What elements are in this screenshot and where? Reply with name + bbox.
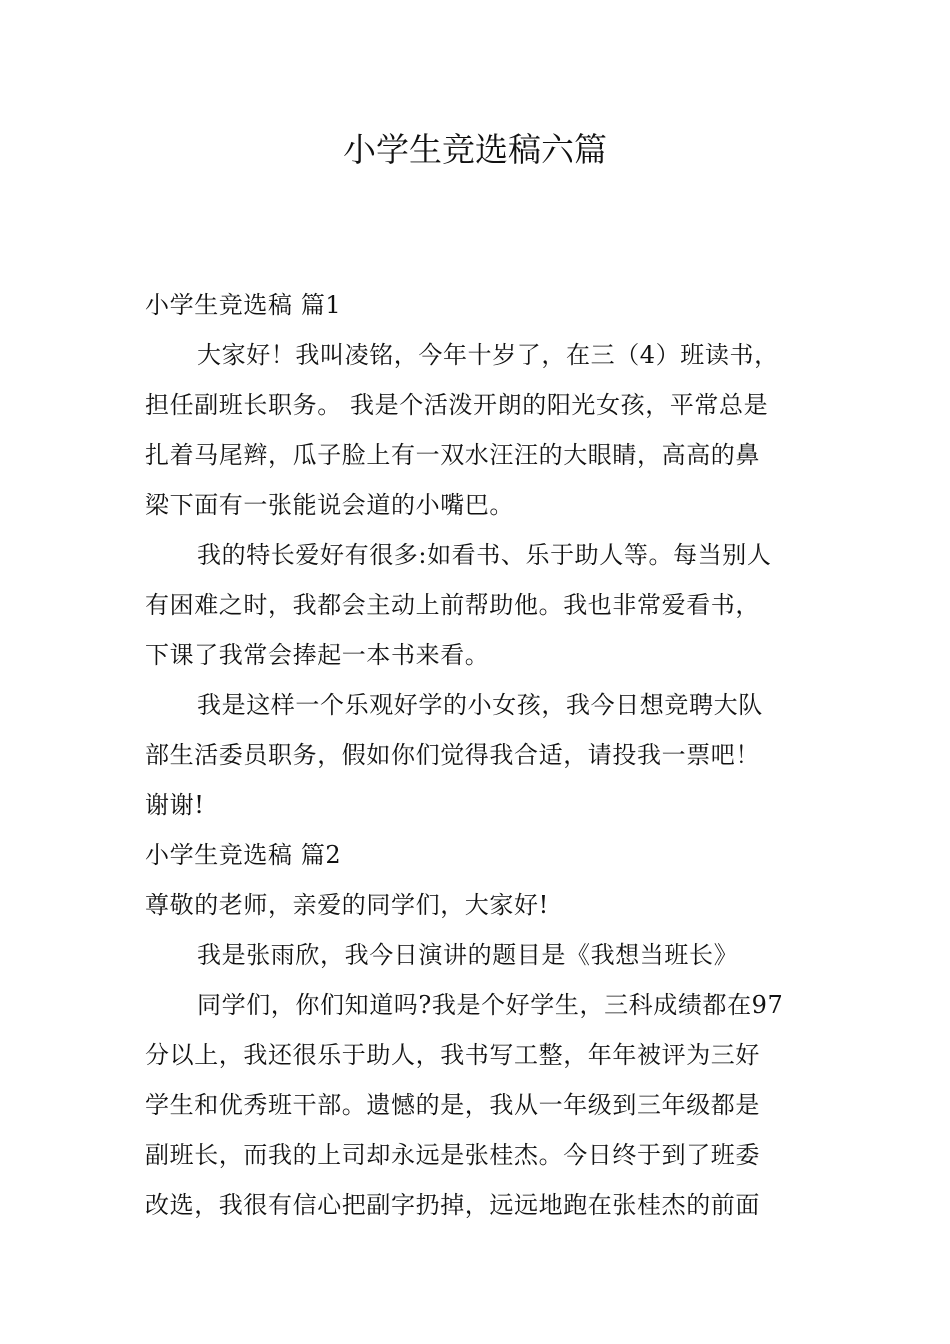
- document-title: 小学生竞选稿六篇: [343, 130, 607, 169]
- paragraph-line: 同学们，你们知道吗?我是个好学生，三科成绩都在97: [197, 991, 784, 1019]
- paragraph-line: 梁下面有一张能说会道的小嘴巴。: [145, 491, 514, 519]
- paragraph-line: 尊敬的老师，亲爱的同学们，大家好!: [145, 891, 549, 919]
- paragraph-line: 扎着马尾辫，瓜子脸上有一双水汪汪的大眼睛，高高的鼻: [145, 441, 760, 469]
- paragraph-line: 谢谢!: [145, 791, 205, 819]
- section-heading: 小学生竞选稿 篇2: [145, 841, 342, 869]
- paragraph-line: 改选，我很有信心把副字扔掉，远远地跑在张桂杰的前面: [145, 1191, 760, 1219]
- paragraph-line: 部生活委员职务，假如你们觉得我合适，请投我一票吧！: [145, 741, 760, 769]
- paragraph-line: 下课了我常会捧起一本书来看。: [145, 641, 490, 669]
- paragraph-line: 分以上，我还很乐于助人，我书写工整，年年被评为三好: [145, 1041, 760, 1069]
- paragraph-line: 副班长，而我的上司却永远是张桂杰。今日终于到了班委: [145, 1141, 760, 1169]
- paragraph-line: 我是张雨欣，我今日演讲的题目是《我想当班长》: [197, 941, 739, 969]
- section-heading: 小学生竞选稿 篇1: [145, 291, 342, 319]
- paragraph-line: 担任副班长职务。 我是个活泼开朗的阳光女孩，平常总是: [145, 391, 769, 419]
- paragraph-line: 大家好！我叫凌铭，今年十岁了，在三（4）班读书，: [197, 341, 779, 369]
- paragraph-line: 我的特长爱好有很多:如看书、乐于助人等。每当别人: [197, 541, 772, 569]
- paragraph-line: 学生和优秀班干部。遗憾的是，我从一年级到三年级都是: [145, 1091, 760, 1119]
- document-body: [145, 280, 805, 1230]
- paragraph-line: 我是这样一个乐观好学的小女孩，我今日想竞聘大队: [197, 691, 763, 719]
- paragraph-line: 有困难之时，我都会主动上前帮助他。我也非常爱看书，: [145, 591, 760, 619]
